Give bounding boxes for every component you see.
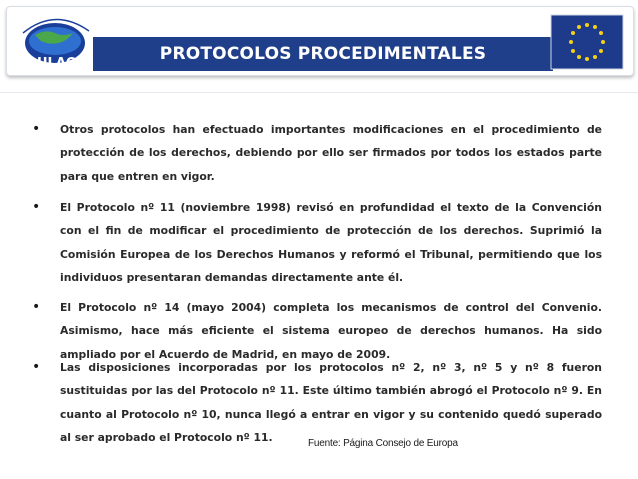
bullet-text: Las disposiciones incorporadas por los protocolos nº 2, nº 3, nº 5 y nº 8 fueron sustituidas por las del Protocolo nº 11. Este último también abrogó el Protocolo nº 9. En cuanto al Protocolo nº 10, nunca llegó a entrar en vigor y su contenido quedó superado al ser aprobado el Protocolo nº 11. (60, 361, 602, 444)
ulac-logo (15, 11, 105, 73)
logo-text: ULAC (37, 56, 76, 71)
header-banner (6, 6, 634, 76)
european-union-flag-icon (549, 13, 625, 71)
bullet-marker: • (32, 299, 41, 315)
divider (0, 92, 638, 93)
bullet-text: El Protocolo nº 14 (mayo 2004) completa los mecanismos de control del Convenio. Asimismo, hace más eficiente el sistema europeo de derechos humanos. Ha sido ampliado por el Acuerdo de Madrid, en mayo de 2009. (60, 301, 602, 361)
bullet-text: Otros protocolos han efectuado importantes modificaciones en el procedimiento de protección de los derechos, debiendo por ello ser firmados por todos los estados parte para que entren en vigor. (60, 123, 602, 183)
page-title: PROTOCOLOS PROCEDIMENTALES (93, 37, 553, 71)
source-caption: Fuente: Página Consejo de Europa (308, 438, 458, 449)
bullet-text: El Protocolo nº 11 (noviembre 1998) revisó en profundidad el texto de la Convención con el fin de modificar el procedimiento de protección de los derechos. Suprimió la Comisión Europea de los Derechos Humanos y reformó el Tribunal, permitiendo que los individuos presentaran demandas directamente ante él. (60, 201, 602, 284)
bullet-marker: • (32, 359, 41, 375)
bullet-marker: • (32, 121, 41, 137)
bullet-marker: • (32, 199, 41, 215)
